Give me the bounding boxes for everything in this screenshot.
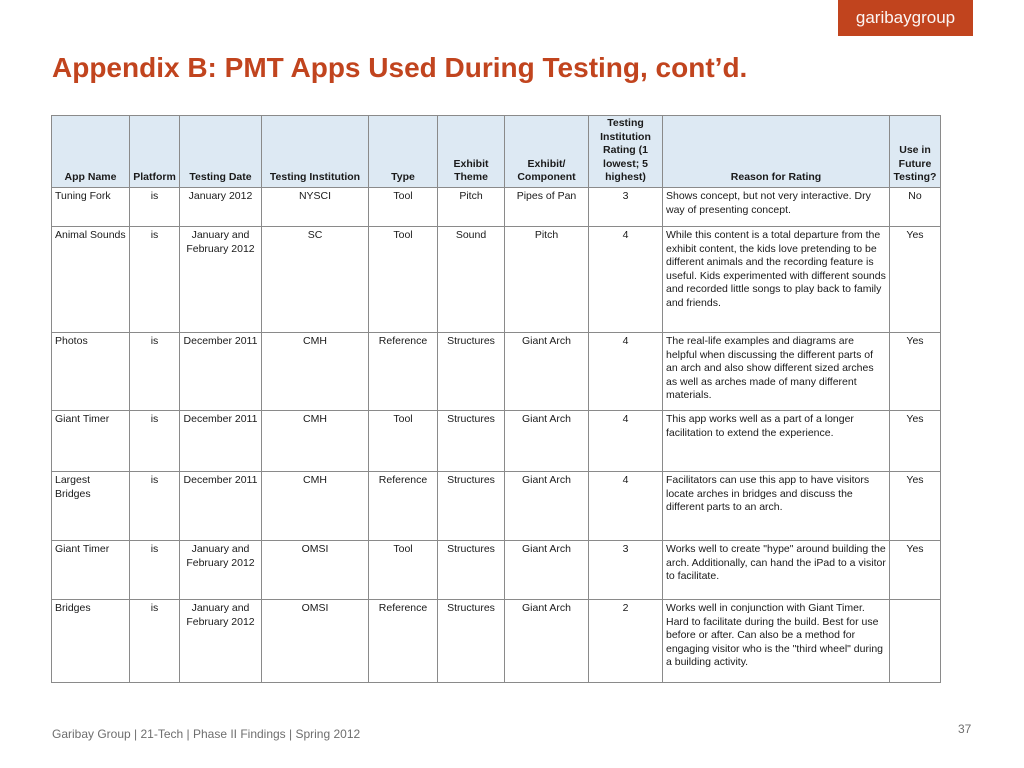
column-header: Platform xyxy=(130,116,180,188)
table-cell: Structures xyxy=(438,599,505,682)
table-cell: Tuning Fork xyxy=(52,187,130,226)
table-cell: Works well to create "hype" around building the arch. Additionally, can hand the iPad to a visitor to facilitate. xyxy=(663,540,890,599)
table-cell: 3 xyxy=(589,187,663,226)
table-cell: Photos xyxy=(52,332,130,410)
table-cell: Largest Bridges xyxy=(52,471,130,540)
apps-table xyxy=(51,115,941,683)
table-cell: Giant Arch xyxy=(505,410,589,471)
table-cell: 4 xyxy=(589,471,663,540)
table-cell: December 2011 xyxy=(180,332,262,410)
table-cell: Giant Timer xyxy=(52,540,130,599)
table-cell: OMSI xyxy=(262,599,369,682)
table-cell: SC xyxy=(262,226,369,332)
brand-logo-text: garibaygroup xyxy=(855,8,956,27)
table-cell: Giant Arch xyxy=(505,332,589,410)
table-cell: Bridges xyxy=(52,599,130,682)
table-cell: is xyxy=(130,226,180,332)
table-cell: Giant Arch xyxy=(505,471,589,540)
page-title: Appendix B: PMT Apps Used During Testing, cont’d. xyxy=(52,52,748,83)
column-header: Testing Institution Rating (1 lowest; 5 highest) xyxy=(589,116,663,188)
table-cell: NYSCI xyxy=(262,187,369,226)
table-cell: Tool xyxy=(369,540,438,599)
table-cell: Structures xyxy=(438,410,505,471)
table-cell: Pitch xyxy=(505,226,589,332)
table-cell: OMSI xyxy=(262,540,369,599)
table-cell: Reference xyxy=(369,471,438,540)
table-row xyxy=(52,187,941,226)
table-cell: is xyxy=(130,540,180,599)
table-cell: is xyxy=(130,471,180,540)
table-cell: Structures xyxy=(438,332,505,410)
table-cell: is xyxy=(130,599,180,682)
table-cell: 4 xyxy=(589,410,663,471)
column-header: Exhibit Theme xyxy=(438,116,505,188)
table-row xyxy=(52,410,941,471)
table-cell: Pitch xyxy=(438,187,505,226)
table-cell: Yes xyxy=(890,540,941,599)
table-cell: December 2011 xyxy=(180,471,262,540)
page-number: 37 xyxy=(958,722,972,736)
table-cell: Reference xyxy=(369,599,438,682)
table-cell: Yes xyxy=(890,226,941,332)
table-cell: While this content is a total departure from the exhibit content, the kids love pretending to be different animals and the recording feature is useful. Kids experimented with different sounds and recorded little songs to play back to family and friends. xyxy=(663,226,890,332)
table-cell: Structures xyxy=(438,471,505,540)
column-header: App Name xyxy=(52,116,130,188)
table-cell: Animal Sounds xyxy=(52,226,130,332)
table-cell: is xyxy=(130,332,180,410)
table-cell: This app works well as a part of a longer facilitation to extend the experience. xyxy=(663,410,890,471)
table-row xyxy=(52,471,941,540)
table-cell: is xyxy=(130,187,180,226)
table-row xyxy=(52,332,941,410)
table-cell: Tool xyxy=(369,410,438,471)
table-cell: Yes xyxy=(890,471,941,540)
table-cell: No xyxy=(890,187,941,226)
table-cell: Tool xyxy=(369,187,438,226)
table-cell: 2 xyxy=(589,599,663,682)
table-cell: Yes xyxy=(890,332,941,410)
table-cell: The real-life examples and diagrams are helpful when discussing the different parts of an arch and also show different sized arches as well as arches made of many different materials. xyxy=(663,332,890,410)
footer-text: Garibay Group | 21-Tech | Phase II Findings | Spring 2012 xyxy=(52,727,361,741)
brand-logo xyxy=(838,0,973,36)
table-row xyxy=(52,540,941,599)
table-cell: Giant Timer xyxy=(52,410,130,471)
column-header: Reason for Rating xyxy=(663,116,890,188)
table-cell: Yes xyxy=(890,410,941,471)
table-header-row xyxy=(52,116,941,188)
table-cell: Tool xyxy=(369,226,438,332)
table-body xyxy=(52,187,941,682)
table-cell: 3 xyxy=(589,540,663,599)
table-cell: January and February 2012 xyxy=(180,226,262,332)
table-cell: CMH xyxy=(262,471,369,540)
table-row xyxy=(52,226,941,332)
table-cell: Giant Arch xyxy=(505,540,589,599)
table-cell: December 2011 xyxy=(180,410,262,471)
table-cell: Structures xyxy=(438,540,505,599)
table-cell: Shows concept, but not very interactive. Dry way of presenting concept. xyxy=(663,187,890,226)
table-cell: January 2012 xyxy=(180,187,262,226)
table-cell: Sound xyxy=(438,226,505,332)
table-cell: Facilitators can use this app to have visitors locate arches in bridges and discuss the different parts to an arch. xyxy=(663,471,890,540)
apps-table-container xyxy=(51,115,941,683)
table-cell: Giant Arch xyxy=(505,599,589,682)
column-header: Testing Institution xyxy=(262,116,369,188)
table-cell xyxy=(890,599,941,682)
table-cell: is xyxy=(130,410,180,471)
column-header: Use in Future Testing? xyxy=(890,116,941,188)
table-cell: Pipes of Pan xyxy=(505,187,589,226)
table-cell: Works well in conjunction with Giant Timer. Hard to facilitate during the build. Best for use before or after. Can also be a method for engaging visitor who is the "third wheel" during a building activity. xyxy=(663,599,890,682)
table-cell: 4 xyxy=(589,226,663,332)
table-cell: 4 xyxy=(589,332,663,410)
table-cell: Reference xyxy=(369,332,438,410)
column-header: Type xyxy=(369,116,438,188)
column-header: Exhibit/ Component xyxy=(505,116,589,188)
table-cell: January and February 2012 xyxy=(180,540,262,599)
table-cell: CMH xyxy=(262,410,369,471)
table-cell: January and February 2012 xyxy=(180,599,262,682)
table-row xyxy=(52,599,941,682)
table-cell: CMH xyxy=(262,332,369,410)
column-header: Testing Date xyxy=(180,116,262,188)
